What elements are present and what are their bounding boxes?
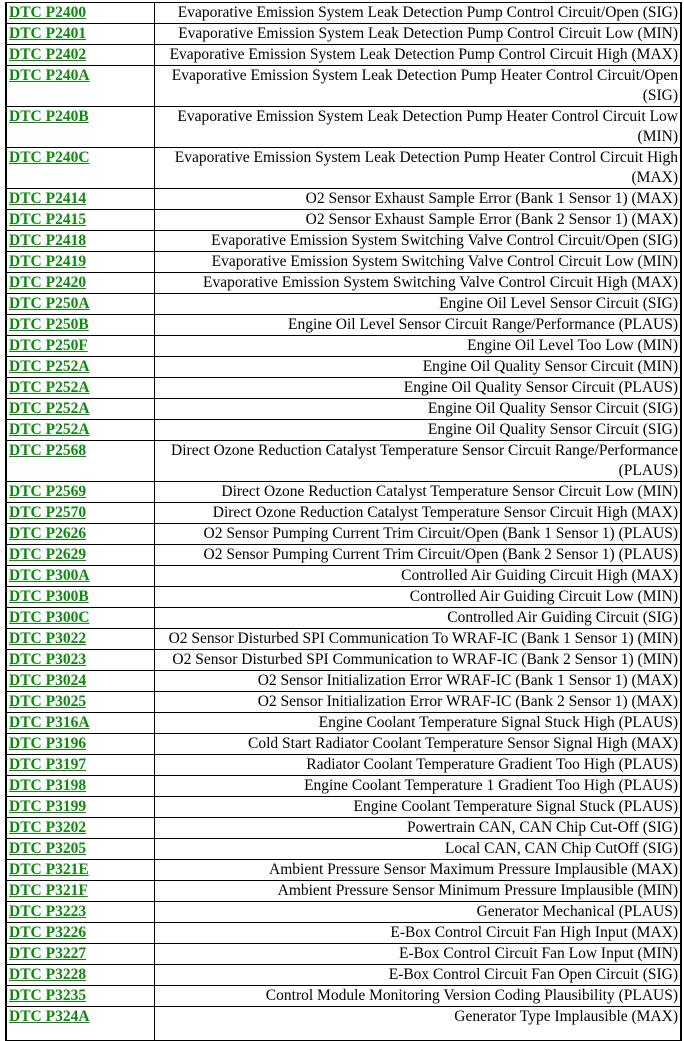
dtc-code-cell bbox=[6, 881, 154, 902]
table-row bbox=[6, 902, 681, 923]
table-row bbox=[6, 336, 681, 357]
dtc-code-link[interactable]: DTC P2402 bbox=[9, 46, 87, 63]
dtc-code-link[interactable]: DTC P3205 bbox=[9, 840, 87, 857]
dtc-code-link[interactable]: DTC P316A bbox=[9, 714, 90, 731]
dtc-description: Generator Mechanical (PLAUS) bbox=[154, 902, 681, 923]
dtc-code-cell bbox=[6, 378, 154, 399]
dtc-code-link[interactable]: DTC P240A bbox=[9, 67, 90, 84]
dtc-description: Evaporative Emission System Leak Detection Pump Control Circuit High (MAX) bbox=[154, 45, 681, 66]
dtc-description: Engine Oil Quality Sensor Circuit (SIG) bbox=[154, 399, 681, 420]
dtc-description: Direct Ozone Reduction Catalyst Temperature Sensor Circuit Range/Performance (PLAUS) bbox=[154, 441, 681, 482]
dtc-description: Powertrain CAN, CAN Chip Cut-Off (SIG) bbox=[154, 818, 681, 839]
dtc-code-cell bbox=[6, 1007, 154, 1041]
table-row bbox=[6, 881, 681, 902]
dtc-code-cell bbox=[6, 148, 154, 189]
table-row bbox=[6, 441, 681, 482]
dtc-description: Evaporative Emission System Switching Valve Control Circuit/Open (SIG) bbox=[154, 231, 681, 252]
dtc-description: Evaporative Emission System Leak Detection Pump Heater Control Circuit/Open (SIG) bbox=[154, 66, 681, 107]
dtc-code-link[interactable]: DTC P252A bbox=[9, 358, 90, 375]
dtc-description: O2 Sensor Disturbed SPI Communication to WRAF-IC (Bank 2 Sensor 1) (MIN) bbox=[154, 650, 681, 671]
dtc-code-cell bbox=[6, 755, 154, 776]
dtc-code-link[interactable]: DTC P2568 bbox=[9, 442, 87, 459]
dtc-code-cell bbox=[6, 315, 154, 336]
dtc-description: Control Module Monitoring Version Coding Plausibility (PLAUS) bbox=[154, 986, 681, 1007]
table-row bbox=[6, 566, 681, 587]
table-row bbox=[6, 189, 681, 210]
dtc-code-link[interactable]: DTC P2418 bbox=[9, 232, 87, 249]
dtc-code-link[interactable]: DTC P3228 bbox=[9, 966, 87, 983]
dtc-description: E-Box Control Circuit Fan High Input (MAX) bbox=[154, 923, 681, 944]
dtc-code-cell bbox=[6, 545, 154, 566]
table-row bbox=[6, 650, 681, 671]
dtc-description: O2 Sensor Pumping Current Trim Circuit/Open (Bank 2 Sensor 1) (PLAUS) bbox=[154, 545, 681, 566]
dtc-code-link[interactable]: DTC P3025 bbox=[9, 693, 87, 710]
dtc-code-cell bbox=[6, 734, 154, 755]
dtc-code-cell bbox=[6, 839, 154, 860]
dtc-code-cell bbox=[6, 189, 154, 210]
table-row bbox=[6, 965, 681, 986]
table-row bbox=[6, 24, 681, 45]
dtc-code-cell bbox=[6, 902, 154, 923]
dtc-description: Evaporative Emission System Switching Valve Control Circuit High (MAX) bbox=[154, 273, 681, 294]
dtc-description: Radiator Coolant Temperature Gradient Too High (PLAUS) bbox=[154, 755, 681, 776]
table-row bbox=[6, 755, 681, 776]
dtc-code-link[interactable]: DTC P2626 bbox=[9, 525, 87, 542]
table-row bbox=[6, 315, 681, 336]
dtc-code-link[interactable]: DTC P2419 bbox=[9, 253, 87, 270]
dtc-code-cell bbox=[6, 965, 154, 986]
table-row bbox=[6, 294, 681, 315]
dtc-code-link[interactable]: DTC P3199 bbox=[9, 798, 87, 815]
dtc-code-link[interactable]: DTC P300B bbox=[9, 588, 89, 605]
dtc-description: Generator Type Implausible (MAX) bbox=[154, 1007, 681, 1041]
dtc-code-link[interactable]: DTC P2420 bbox=[9, 274, 87, 291]
table-row bbox=[6, 671, 681, 692]
table-row bbox=[6, 713, 681, 734]
dtc-description: O2 Sensor Pumping Current Trim Circuit/Open (Bank 1 Sensor 1) (PLAUS) bbox=[154, 524, 681, 545]
dtc-description: Engine Oil Level Too Low (MIN) bbox=[154, 336, 681, 357]
dtc-description: Engine Coolant Temperature Signal Stuck High (PLAUS) bbox=[154, 713, 681, 734]
dtc-code-cell bbox=[6, 45, 154, 66]
dtc-table bbox=[5, 2, 682, 1041]
dtc-code-link[interactable]: DTC P3223 bbox=[9, 903, 87, 920]
dtc-code-link[interactable]: DTC P3197 bbox=[9, 756, 87, 773]
dtc-description: Controlled Air Guiding Circuit Low (MIN) bbox=[154, 587, 681, 608]
table-row bbox=[6, 818, 681, 839]
dtc-code-link[interactable]: DTC P3202 bbox=[9, 819, 87, 836]
dtc-code-cell bbox=[6, 66, 154, 107]
table-row bbox=[6, 797, 681, 818]
dtc-code-cell bbox=[6, 608, 154, 629]
dtc-description: Local CAN, CAN Chip CutOff (SIG) bbox=[154, 839, 681, 860]
table-row bbox=[6, 399, 681, 420]
dtc-code-link[interactable]: DTC P2629 bbox=[9, 546, 87, 563]
dtc-description: Ambient Pressure Sensor Maximum Pressure Implausible (MAX) bbox=[154, 860, 681, 881]
dtc-description: Direct Ozone Reduction Catalyst Temperature Sensor Circuit High (MAX) bbox=[154, 503, 681, 524]
dtc-description: O2 Sensor Disturbed SPI Communication To WRAF-IC (Bank 1 Sensor 1) (MIN) bbox=[154, 629, 681, 650]
dtc-code-cell bbox=[6, 524, 154, 545]
table-row bbox=[6, 231, 681, 252]
dtc-code-link[interactable]: DTC P3235 bbox=[9, 987, 87, 1004]
dtc-code-link[interactable]: DTC P250A bbox=[9, 295, 90, 312]
dtc-description: Evaporative Emission System Leak Detection Pump Control Circuit/Open (SIG) bbox=[154, 3, 681, 24]
table-row bbox=[6, 420, 681, 441]
table-row bbox=[6, 45, 681, 66]
table-row bbox=[6, 378, 681, 399]
dtc-code-link[interactable]: DTC P252A bbox=[9, 379, 90, 396]
dtc-description: E-Box Control Circuit Fan Open Circuit (SIG) bbox=[154, 965, 681, 986]
dtc-code-link[interactable]: DTC P250F bbox=[9, 337, 88, 354]
table-row bbox=[6, 944, 681, 965]
dtc-description: Engine Oil Quality Sensor Circuit (PLAUS) bbox=[154, 378, 681, 399]
dtc-code-cell bbox=[6, 986, 154, 1007]
table-row bbox=[6, 524, 681, 545]
dtc-code-link[interactable]: DTC P3226 bbox=[9, 924, 87, 941]
dtc-code-cell bbox=[6, 441, 154, 482]
table-row bbox=[6, 503, 681, 524]
dtc-code-link[interactable]: DTC P2569 bbox=[9, 483, 87, 500]
dtc-code-cell bbox=[6, 629, 154, 650]
dtc-description: Evaporative Emission System Switching Valve Control Circuit Low (MIN) bbox=[154, 252, 681, 273]
dtc-code-cell bbox=[6, 231, 154, 252]
dtc-description: Ambient Pressure Sensor Minimum Pressure Implausible (MIN) bbox=[154, 881, 681, 902]
table-row bbox=[6, 923, 681, 944]
dtc-code-link[interactable]: DTC P3198 bbox=[9, 777, 87, 794]
dtc-description: O2 Sensor Initialization Error WRAF-IC (Bank 1 Sensor 1) (MAX) bbox=[154, 671, 681, 692]
table-row bbox=[6, 273, 681, 294]
dtc-code-cell bbox=[6, 692, 154, 713]
dtc-code-cell bbox=[6, 294, 154, 315]
dtc-code-link[interactable]: DTC P321F bbox=[9, 882, 88, 899]
dtc-description: Engine Oil Level Sensor Circuit (SIG) bbox=[154, 294, 681, 315]
dtc-code-cell bbox=[6, 273, 154, 294]
dtc-description: E-Box Control Circuit Fan Low Input (MIN) bbox=[154, 944, 681, 965]
table-row bbox=[6, 587, 681, 608]
dtc-code-cell bbox=[6, 3, 154, 24]
table-row bbox=[6, 66, 681, 107]
table-row bbox=[6, 608, 681, 629]
dtc-code-cell bbox=[6, 944, 154, 965]
table-row bbox=[6, 629, 681, 650]
table-row bbox=[6, 148, 681, 189]
dtc-code-cell bbox=[6, 252, 154, 273]
dtc-code-cell bbox=[6, 357, 154, 378]
dtc-description: Controlled Air Guiding Circuit (SIG) bbox=[154, 608, 681, 629]
dtc-description: Direct Ozone Reduction Catalyst Temperature Sensor Circuit Low (MIN) bbox=[154, 482, 681, 503]
dtc-description: Evaporative Emission System Leak Detection Pump Heater Control Circuit High (MAX) bbox=[154, 148, 681, 189]
dtc-description: Engine Oil Quality Sensor Circuit (SIG) bbox=[154, 420, 681, 441]
table-row bbox=[6, 545, 681, 566]
dtc-code-link[interactable]: DTC P2401 bbox=[9, 25, 87, 42]
dtc-code-cell bbox=[6, 210, 154, 231]
table-row bbox=[6, 860, 681, 881]
table-row bbox=[6, 692, 681, 713]
table-row bbox=[6, 3, 681, 24]
table-row bbox=[6, 252, 681, 273]
dtc-code-cell bbox=[6, 336, 154, 357]
dtc-code-link[interactable]: DTC P3022 bbox=[9, 630, 87, 647]
dtc-code-cell bbox=[6, 482, 154, 503]
dtc-code-cell bbox=[6, 566, 154, 587]
dtc-code-link[interactable]: DTC P240C bbox=[9, 149, 90, 166]
table-row bbox=[6, 482, 681, 503]
dtc-code-link[interactable]: DTC P3023 bbox=[9, 651, 87, 668]
dtc-description: Engine Oil Level Sensor Circuit Range/Performance (PLAUS) bbox=[154, 315, 681, 336]
table-row bbox=[6, 839, 681, 860]
dtc-code-link[interactable]: DTC P240B bbox=[9, 108, 89, 125]
dtc-code-link[interactable]: DTC P250B bbox=[9, 316, 89, 333]
dtc-code-link[interactable]: DTC P3227 bbox=[9, 945, 87, 962]
dtc-description: Evaporative Emission System Leak Detection Pump Heater Control Circuit Low (MIN) bbox=[154, 107, 681, 148]
dtc-code-link[interactable]: DTC P252A bbox=[9, 400, 90, 417]
dtc-code-cell bbox=[6, 650, 154, 671]
dtc-code-cell bbox=[6, 776, 154, 797]
dtc-code-cell bbox=[6, 923, 154, 944]
dtc-description: Engine Coolant Temperature Signal Stuck (PLAUS) bbox=[154, 797, 681, 818]
table-row bbox=[6, 986, 681, 1007]
dtc-code-cell bbox=[6, 420, 154, 441]
dtc-code-cell bbox=[6, 107, 154, 148]
dtc-code-cell bbox=[6, 713, 154, 734]
dtc-code-link[interactable]: DTC P2400 bbox=[9, 4, 87, 21]
dtc-code-link[interactable]: DTC P2414 bbox=[9, 190, 87, 207]
dtc-code-link[interactable]: DTC P300C bbox=[9, 609, 90, 626]
dtc-code-cell bbox=[6, 399, 154, 420]
table-row bbox=[6, 357, 681, 378]
dtc-code-cell bbox=[6, 860, 154, 881]
dtc-description: Controlled Air Guiding Circuit High (MAX) bbox=[154, 566, 681, 587]
dtc-description: Cold Start Radiator Coolant Temperature Sensor Signal High (MAX) bbox=[154, 734, 681, 755]
table-row bbox=[6, 1007, 681, 1041]
dtc-code-cell bbox=[6, 671, 154, 692]
table-row bbox=[6, 734, 681, 755]
dtc-code-link[interactable]: DTC P324A bbox=[9, 1008, 90, 1025]
dtc-description: Evaporative Emission System Leak Detection Pump Control Circuit Low (MIN) bbox=[154, 24, 681, 45]
dtc-code-cell bbox=[6, 818, 154, 839]
dtc-description: O2 Sensor Exhaust Sample Error (Bank 2 Sensor 1) (MAX) bbox=[154, 210, 681, 231]
dtc-code-cell bbox=[6, 797, 154, 818]
dtc-code-link[interactable]: DTC P3024 bbox=[9, 672, 87, 689]
dtc-description: O2 Sensor Initialization Error WRAF-IC (Bank 2 Sensor 1) (MAX) bbox=[154, 692, 681, 713]
dtc-table-body bbox=[6, 3, 681, 1041]
table-row bbox=[6, 107, 681, 148]
dtc-code-link[interactable]: DTC P321E bbox=[9, 861, 89, 878]
dtc-code-cell bbox=[6, 24, 154, 45]
dtc-code-cell bbox=[6, 587, 154, 608]
table-row bbox=[6, 210, 681, 231]
table-row bbox=[6, 776, 681, 797]
dtc-code-cell bbox=[6, 503, 154, 524]
dtc-code-link[interactable]: DTC P3196 bbox=[9, 735, 87, 752]
dtc-code-link[interactable]: DTC P252A bbox=[9, 421, 90, 438]
dtc-code-link[interactable]: DTC P2570 bbox=[9, 504, 87, 521]
dtc-code-link[interactable]: DTC P300A bbox=[9, 567, 90, 584]
dtc-description: Engine Oil Quality Sensor Circuit (MIN) bbox=[154, 357, 681, 378]
dtc-description: O2 Sensor Exhaust Sample Error (Bank 1 Sensor 1) (MAX) bbox=[154, 189, 681, 210]
dtc-description: Engine Coolant Temperature 1 Gradient Too High (PLAUS) bbox=[154, 776, 681, 797]
dtc-code-link[interactable]: DTC P2415 bbox=[9, 211, 87, 228]
